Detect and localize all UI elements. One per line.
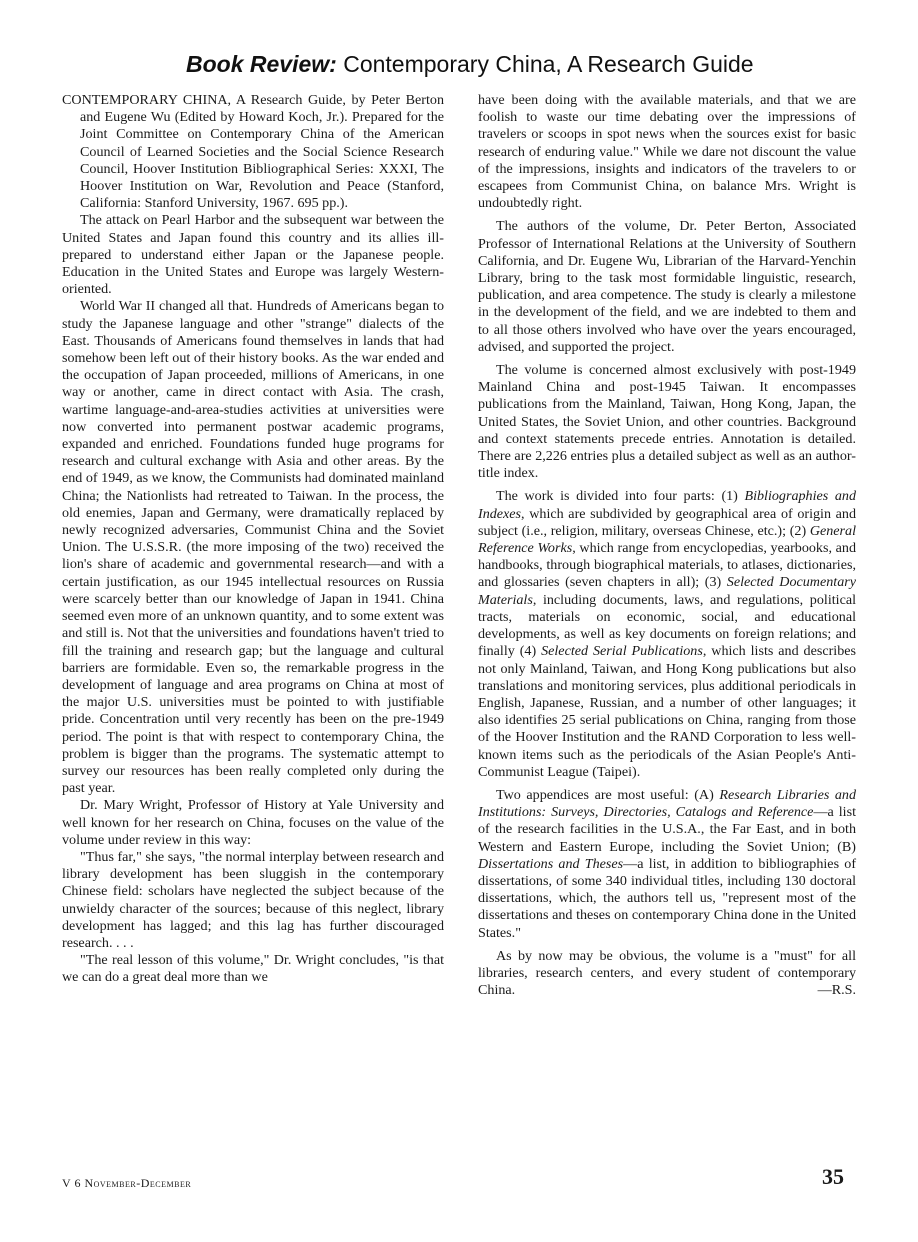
- issue-footer: V 6 November-December: [62, 1176, 192, 1190]
- paragraph: [478, 787, 856, 942]
- paragraph: World War II changed all that. Hundreds of Americans began to study the Japanese language and other "strange" dialects of the East. Thousands of Americans found themselves in lands that had somehow been left out of their history books. As the war ended and the occupation of Japan proceeded, millions of Americans, in one way or another, came in direct contact with Asia. The crash, wartime language-and-area-studies activities at universities were now converted into permanent postwar academic programs, expanded and enriched. Foundations funded huge programs for research and cultural exchange with Asia and other areas. By the end of 1949, as we know, the Communists had dominated mainland China; the Nationlists had retreated to Taiwan. In the process, the old enemies, Japan and Germany, were dramatically replaced by newly recognized adversaries, Communist China and the Soviet Union. The U.S.S.R. (the more imposing of the two) received the lion's share of academic and governmental research—and with a certain justification, as our 1945 intellectual resources on Russia were scarcely better than our knowledge of Japan in 1941. China seemed even more of an unknown quantity, and to some extent was and still is. Not that the universities and foundations haven't tried to fill the training and research gap; but the language and cultural barriers are formidable. Even so, the remarkable progress in the development of language and area programs on China at most of the major U.S. universities must be pointed to with justifiable pride. Concentration until very recently has been on the pre-1949 period. The point is that with respect to contemporary China, the problem is bigger than the programs. The systematic attempt to survey our resources has been really completed only during the past year.: [62, 298, 444, 797]
- title-label: Book Review:: [186, 51, 337, 77]
- page-number: 35: [822, 1164, 844, 1189]
- paragraph: The attack on Pearl Harbor and the subsequent war between the United States and Japan found this country and its allies ill-prepared to understand either Japan or the Japanese people. Education in the United States and Europe was largely Western-oriented.: [62, 212, 444, 298]
- italic-title: Bibliographies and Indexes: [478, 488, 856, 522]
- left-column: [62, 92, 444, 987]
- paragraph: "Thus far," she says, "the normal interplay between research and library development has been sluggish in the contemporary Chinese field: scholars have neglected the subject because of the unwieldy character of the sources; because of this neglect, library development has lagged; and this lag has further discouraged research. . . .: [62, 848, 444, 951]
- italic-title: General Reference Works: [478, 522, 856, 557]
- italic-title: Selected Serial Publications: [541, 643, 703, 660]
- right-column: [478, 92, 856, 1005]
- paragraph: The volume is concerned almost exclusively with post-1949 Mainland China and post-1945 Taiwan. It encompasses publications from the Mainland, Taiwan, Hong Kong, Japan, the United States, the Soviet Union, and other countries. Background and context statements precede entries. Annotation is detailed. There are 2,226 entries plus a detailed subject as well as an author-title index.: [478, 362, 856, 482]
- italic-title: Dissertations and Theses: [478, 855, 624, 872]
- signature: —R.S.: [817, 982, 856, 999]
- title-text: Contemporary China, A Research Guide: [343, 51, 754, 77]
- text-run: , which range from encyclopedias, yearbooks, and handbooks, through biographical materials, to atlases, dictionaries, and glossaries (seven chapters in all); (3): [478, 540, 856, 591]
- paragraph: Dr. Mary Wright, Professor of History at Yale University and well known for her research on China, focuses on the value of the volume under review in this way:: [62, 797, 444, 848]
- text-run: As by now may be obvious, the volume is a "must" for all libraries, research centers, and every student of contemporary China.: [478, 947, 856, 999]
- paragraph: "The real lesson of this volume," Dr. Wright concludes, "is that we can do a great deal more than we: [62, 952, 444, 986]
- paragraph: have been doing with the available materials, and that we are foolish to waste our time debating over the impressions of travelers or scoops in spot news when the sources exist for basic research of enduring value." While we dare not discount the value of the impressions, insights and indicators of the travelers to or escapees from Communist China, on balance Mrs. Wright is undoubtedly right.: [478, 92, 856, 212]
- page-title: [186, 50, 886, 78]
- text-run: , which are subdivided by geographical area of origin and subject (i.e., religion, military, overseas Chinese, etc.); (2): [478, 505, 856, 539]
- italic-title: Selected Documentary Materials: [478, 574, 856, 608]
- text-run: , which lists and describes not only Mainland, Taiwan, and Hong Kong publications but also translations and monitoring services, plus additional periodicals in English, Japanese, Russian, and a number of other languages; it also identifies 25 serial publications on China, ranging from those of the Hoover Institution and the RAND Corporation to less well-known items such as the periodicals of the Asian People's Anti-Communist League (Taipei).: [478, 643, 856, 780]
- italic-title: Research Libraries and Institutions: Surveys, Directories, Catalogs and Reference: [478, 786, 857, 821]
- bibliographic-entry: CONTEMPORARY CHINA, A Research Guide, by Peter Berton and Eugene Wu (Edited by Howard Koch, Jr.). Prepared for the Joint Committee on Contemporary China of the American Council of Learned Societies and the Social Science Research Council, Hoover Institution Bibliographical Series: XXXI, The Hoover Institution on War, Revolution and Peace (Stanford, California: Stanford University, 1967. 695 pp.).: [62, 92, 444, 212]
- text-run: The work is divided into four parts: (1): [496, 488, 745, 505]
- text-run: Two appendices are most useful: (A): [496, 786, 720, 803]
- paragraph: [478, 488, 856, 780]
- text-run: —a list, in addition to bibliographies of dissertations, of some 340 individual titles, including 130 doctoral dissertations, which, the authors tell us, "represent most of the dissertations and theses on contemporary China done in the United States.": [478, 855, 857, 941]
- paragraph: [478, 948, 856, 1000]
- paragraph: The authors of the volume, Dr. Peter Berton, Associated Professor of International Relations at the University of Southern California, and Dr. Eugene Wu, Librarian of the Harvard-Yenchin Library, bring to the task most formidable linguistic, research, publication, and area competence. The study is clearly a milestone in the development of the field, and we are indebted to them and to all those others involved who have over the years encouraged, advised, and supported the project.: [478, 218, 856, 355]
- text-run: , including documents, laws, and regulations, political tracts, materials on economic, social, and educational developments, as well as key documents on foreign relations; and finally (4): [478, 591, 856, 660]
- text-run: —a list of the research facilities in the U.S.A., the Far East, and in both Western and Eastern Europe, including the Soviet Union; (B): [478, 804, 857, 855]
